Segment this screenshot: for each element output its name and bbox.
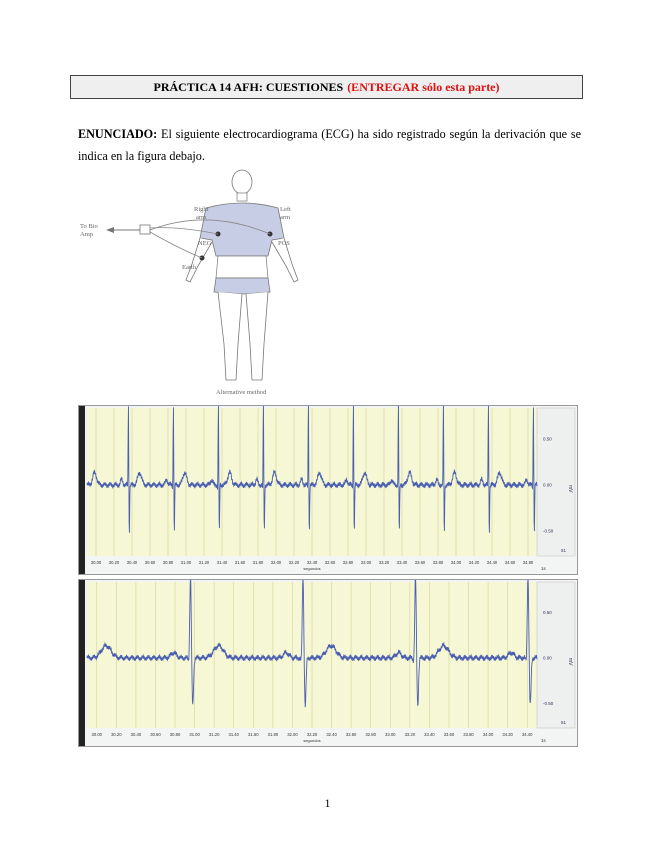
- right-arm-label-1: Right: [194, 206, 209, 213]
- left-arm-label-2: arm: [280, 214, 291, 221]
- ecg-x-tick-label: 32.40: [326, 732, 337, 737]
- earth-cable: [150, 232, 202, 258]
- ecg-svg-2: [79, 580, 577, 746]
- ecg-x-tick-label: 30.00: [91, 732, 103, 737]
- ecg-x-tick-label: 33.40: [424, 732, 435, 737]
- ecg-x-tick-label: 34.20: [468, 560, 480, 565]
- ecg-y-axis-label: mV: [567, 484, 573, 493]
- ecg-left-bar: [79, 406, 85, 574]
- abdomen-shape: [216, 256, 268, 278]
- ecg-x-tick-label: 30.00: [90, 560, 102, 565]
- ecg-x-tick-label: 32.60: [345, 732, 357, 737]
- neck-shape: [237, 193, 247, 201]
- ecg-x-tick-label: 33.60: [443, 732, 455, 737]
- left-leg-shape: [246, 292, 268, 380]
- ecg-x-tick-label: 31.20: [198, 560, 210, 565]
- title-highlight: (ENTREGAR sólo esta parte): [347, 79, 500, 94]
- ecg-x-tick-label: 34.80: [522, 560, 534, 565]
- practice-title: [70, 75, 583, 99]
- right-leg-shape: [218, 292, 242, 380]
- ecg-svg-1: [79, 406, 577, 574]
- ecg-x-tick-label: 34.20: [502, 732, 513, 737]
- ecg-x-tick-label: 31.80: [267, 732, 279, 737]
- ecg-y-tick-label: 0.00: [543, 655, 552, 661]
- ecg-x-tick-label: 33.80: [432, 560, 444, 565]
- earth-label: Earth: [182, 264, 197, 271]
- ecg-x-tick-label: 32.40: [306, 560, 318, 565]
- ecg-x-tick-label: 32.80: [342, 560, 354, 565]
- ecg-x-tick-label: 33.20: [378, 560, 390, 565]
- ecg-x-tick-label: 31.80: [252, 560, 264, 565]
- page-number: 1: [324, 796, 331, 810]
- enunciado-label: ENUNCIADO:: [78, 127, 158, 141]
- connector-plug: [140, 225, 150, 234]
- ecg-x-tick-label: 32.20: [288, 560, 300, 565]
- ecg-zoom-label: 51: [561, 720, 567, 725]
- ecg-x-tick-label: 32.00: [270, 560, 282, 565]
- ecg-x-tick-label: 32.20: [306, 732, 318, 737]
- ecg-y-tick-label: -0.50: [543, 700, 554, 706]
- ecg-x-tick-label: 31.40: [228, 732, 239, 737]
- ecg-x-tick-label: 34.40: [521, 732, 533, 737]
- electrode-placement-figure: [78, 168, 338, 400]
- head-shape: [232, 170, 252, 194]
- ecg-x-tick-label: 30.60: [144, 560, 156, 565]
- ecg-x-tick-label: 31.00: [180, 560, 192, 565]
- shorts-shape: [214, 278, 270, 294]
- to-bio-label-1: To Bio: [80, 223, 98, 230]
- right-arm-label-2: arm: [196, 214, 207, 221]
- ecg-x-tick-label: 33.80: [463, 732, 474, 737]
- ecg-x-tick-label: 30.20: [108, 560, 120, 565]
- ecg-x-tick-label: 34.00: [482, 732, 494, 737]
- figure-caption: Alternative method: [216, 389, 267, 396]
- ecg-x-tick-label: 32.00: [287, 732, 298, 737]
- ecg-x-tick-label: 31.20: [208, 732, 220, 737]
- ecg-x-tick-label: 34.00: [450, 560, 462, 565]
- body-diagram: [78, 168, 338, 400]
- arrow-left-icon: [106, 227, 114, 233]
- ecg-left-bar: [79, 580, 85, 746]
- ecg-x-tick-label: 30.80: [162, 560, 174, 565]
- ecg-x-axis-label: segundos: [303, 738, 321, 743]
- ecg-x-tick-label: 33.00: [360, 560, 372, 565]
- to-bio-label-2: Amp: [80, 231, 93, 238]
- ecg-x-tick-label: 33.60: [414, 560, 426, 565]
- neg-label: NEG: [198, 240, 212, 247]
- enunciado-paragraph: [78, 123, 581, 167]
- ecg-x-axis-label: segundos: [303, 566, 321, 571]
- ecg-x-tick-label: 32.80: [365, 732, 376, 737]
- torso-shading: [200, 203, 284, 256]
- ecg-x-tick-label: 33.40: [396, 560, 408, 565]
- pos-label: POS: [278, 240, 290, 247]
- ecg-x-tick-label: 30.60: [150, 732, 161, 737]
- ecg-unit-box: 1s: [541, 738, 546, 743]
- ecg-strip-1: [78, 405, 578, 575]
- ecg-x-tick-label: 30.40: [126, 560, 138, 565]
- ecg-y-axis-label: mV: [567, 657, 573, 666]
- ecg-x-tick-label: 33.00: [385, 732, 396, 737]
- ecg-y-tick-label: 0.50: [543, 609, 552, 615]
- ecg-x-tick-label: 31.60: [234, 560, 246, 565]
- ecg-x-tick-label: 30.40: [130, 732, 142, 737]
- ecg-y-tick-label: 0.50: [543, 436, 552, 442]
- ecg-x-tick-label: 30.80: [169, 732, 181, 737]
- ecg-unit-box: 1s: [541, 566, 546, 571]
- enunciado-text: El siguiente electrocardiograma (ECG) ha sido registrado según la derivación que se indica en la figura debajo.: [78, 127, 582, 163]
- ecg-x-tick-label: 31.60: [248, 732, 259, 737]
- title-main: PRÁCTICA 14 AFH: CUESTIONES: [153, 79, 344, 94]
- ecg-strip-2: [78, 579, 578, 747]
- ecg-x-tick-label: 34.40: [486, 560, 498, 565]
- ecg-x-tick-label: 34.60: [504, 560, 516, 565]
- ecg-zoom-label: 51: [561, 548, 567, 553]
- ecg-y-tick-label: -0.50: [543, 528, 554, 534]
- left-arm-label-1: Left: [280, 206, 291, 213]
- ecg-y-tick-label: 0.00: [543, 482, 552, 488]
- ecg-x-tick-label: 31.00: [189, 732, 200, 737]
- ecg-x-tick-label: 30.20: [111, 732, 122, 737]
- ecg-x-tick-label: 32.60: [324, 560, 336, 565]
- ecg-x-tick-label: 33.20: [404, 732, 416, 737]
- ecg-x-tick-label: 31.40: [216, 560, 228, 565]
